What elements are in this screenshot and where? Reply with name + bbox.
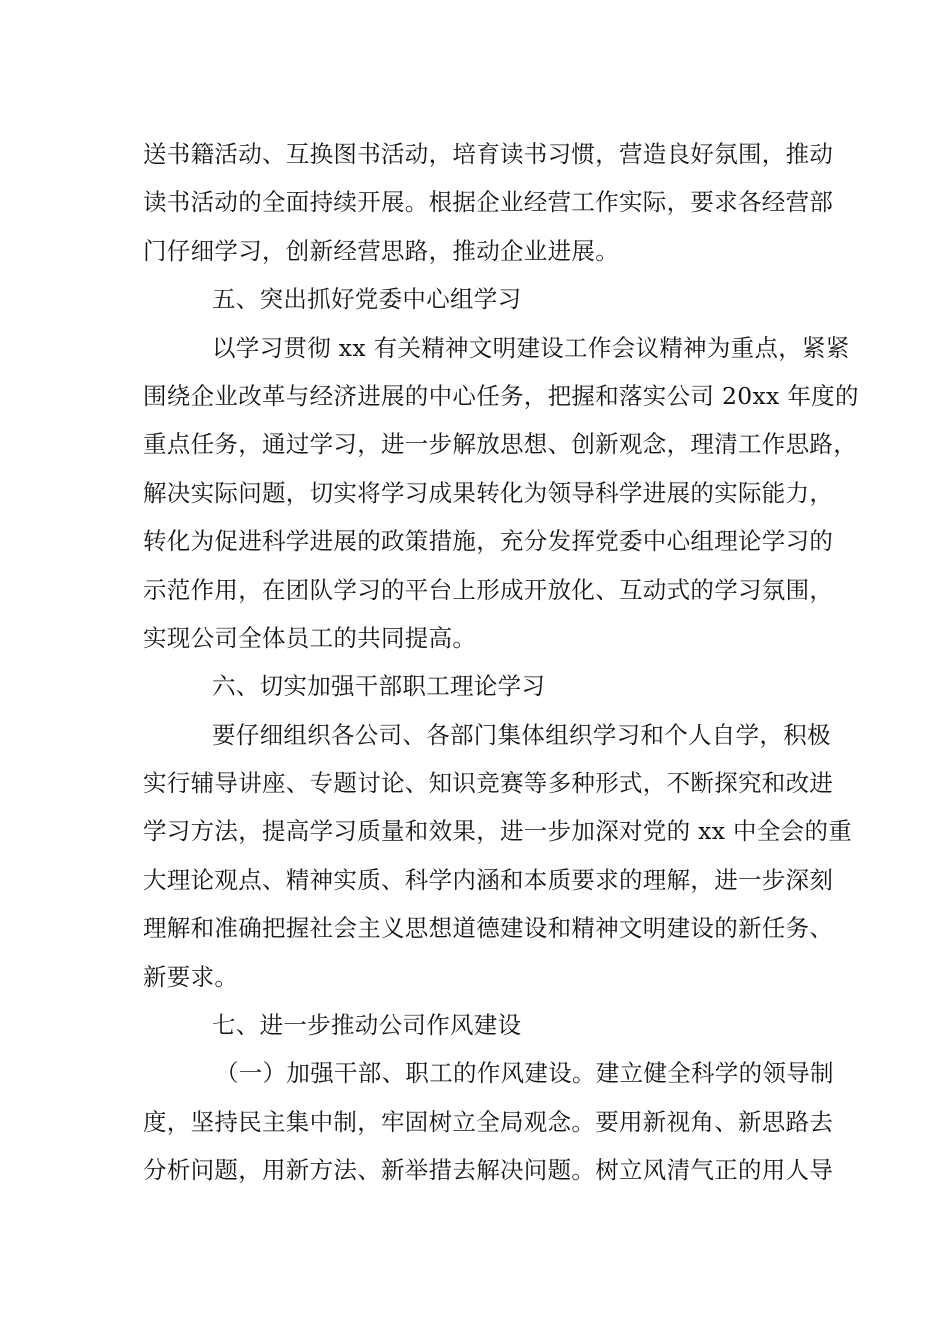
paragraph-line: 转化为促进科学进展的政策措施，充分发挥党委中心组理论学习的 [143,527,834,556]
paragraph-line: 门仔细学习，创新经营思路，推动企业进展。 [143,236,619,265]
paragraph-line: 示范作用，在团队学习的平台上形成开放化、互动式的学习氛围， [143,575,834,604]
paragraph-line: 解决实际问题，切实将学习成果转化为领导科学进展的实际能力， [143,478,834,507]
paragraph-line: 理解和准确把握社会主义思想道德建设和精神文明建设的新任务、 [143,914,834,943]
paragraph-line: 大理论观点、精神实质、科学内涵和本质要求的理解，进一步深刻 [143,865,834,894]
section-heading-5: 五、突出抓好党委中心组学习 [212,285,522,314]
paragraph-line: （一）加强干部、职工的作风建设。建立健全科学的领导制 [215,1059,834,1088]
paragraph-line: 学习方法，提高学习质量和效果，进一步加深对党的 xx 中全会的重 [143,817,853,846]
paragraph-line: 要仔细组织各公司、各部门集体组织学习和个人自学，积极 [212,720,831,749]
paragraph-line: 度，坚持民主集中制，牢固树立全局观念。要用新视角、新思路去 [143,1107,834,1136]
paragraph-line: 分析问题，用新方法、新举措去解决问题。树立风清气正的用人导 [143,1156,834,1185]
section-heading-7: 七、进一步推动公司作风建设 [212,1011,522,1040]
paragraph-line: 读书活动的全面持续开展。根据企业经营工作实际，要求各经营部 [143,188,834,217]
paragraph-line: 重点任务，通过学习，进一步解放思想、创新观念，理清工作思路， [143,430,857,459]
paragraph-line: 送书籍活动、互换图书活动，培育读书习惯，营造良好氛围，推动 [143,140,834,168]
document-body [143,130,859,1195]
paragraph-line: 新要求。 [143,962,239,991]
paragraph-line: 以学习贯彻 xx 有关精神文明建设工作会议精神为重点，紧紧 [212,333,850,362]
paragraph-line: 实现公司全体员工的共同提高。 [143,623,477,652]
paragraph-line: 实行辅导讲座、专题讨论、知识竞赛等多种形式，不断探究和改进 [143,769,834,798]
section-heading-6: 六、切实加强干部职工理论学习 [212,672,546,701]
paragraph-line: 围绕企业改革与经济进展的中心任务，把握和落实公司 20xx 年度的 [143,381,859,410]
